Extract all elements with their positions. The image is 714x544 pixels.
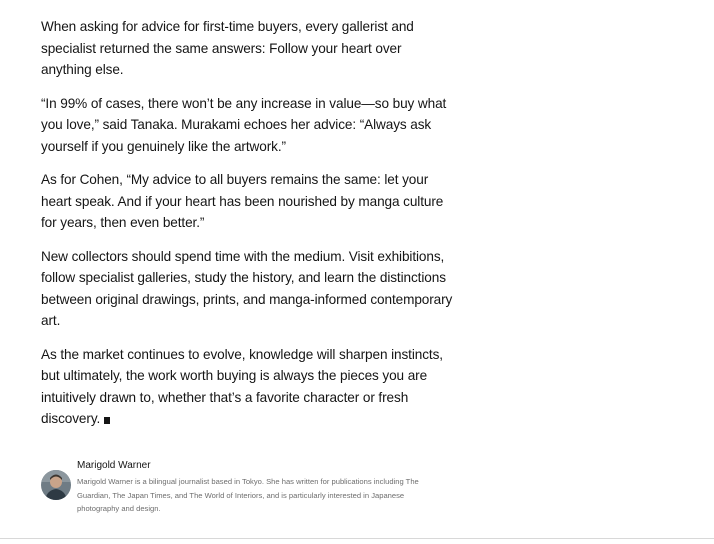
article-paragraph: As for Cohen, “My advice to all buyers remains the same: let your heart speak. And if your heart has been nourished by manga culture for years, then even better.”: [41, 172, 444, 230]
end-of-article-mark: [104, 417, 110, 424]
author-photo-icon: [41, 470, 71, 500]
article-paragraph: “In 99% of cases, there won’t be any increase in value—so buy what you love,” said Tanaka. Murakami echoes her advice: “Always ask yourself if you genuinely like the artwork.”: [41, 95, 447, 154]
author-name[interactable]: Marigold Warner: [77, 460, 151, 471]
author-text: [77, 460, 427, 516]
article-paragraph-text: As the market continues to evolve, knowledge will sharpen instincts, but ultimately, the work worth buying is always the pieces you are intuitively drawn to, whether that’s a favorite character or fresh discovery.: [41, 346, 443, 426]
author-avatar[interactable]: [41, 470, 71, 500]
bottom-divider: [0, 538, 714, 539]
author-bio: Marigold Warner is a bilingual journalist based in Tokyo. She has written for publications including The Guardian, The Japan Times, and The World of Interiors, and is particularly interested in Japanese photography and design.: [77, 477, 419, 513]
article-paragraph: New collectors should spend time with the medium. Visit exhibitions, follow specialist galleries, study the history, and learn the distinctions between original drawings, prints, and manga-informed contemporary art.: [41, 248, 453, 328]
article-paragraph: When asking for advice for first-time buyers, every gallerist and specialist returned the same answers: Follow your heart over anything else.: [41, 19, 414, 77]
author-bio-block: [41, 460, 441, 516]
article-body: [41, 16, 453, 442]
article-paragraph-last: [41, 344, 453, 430]
